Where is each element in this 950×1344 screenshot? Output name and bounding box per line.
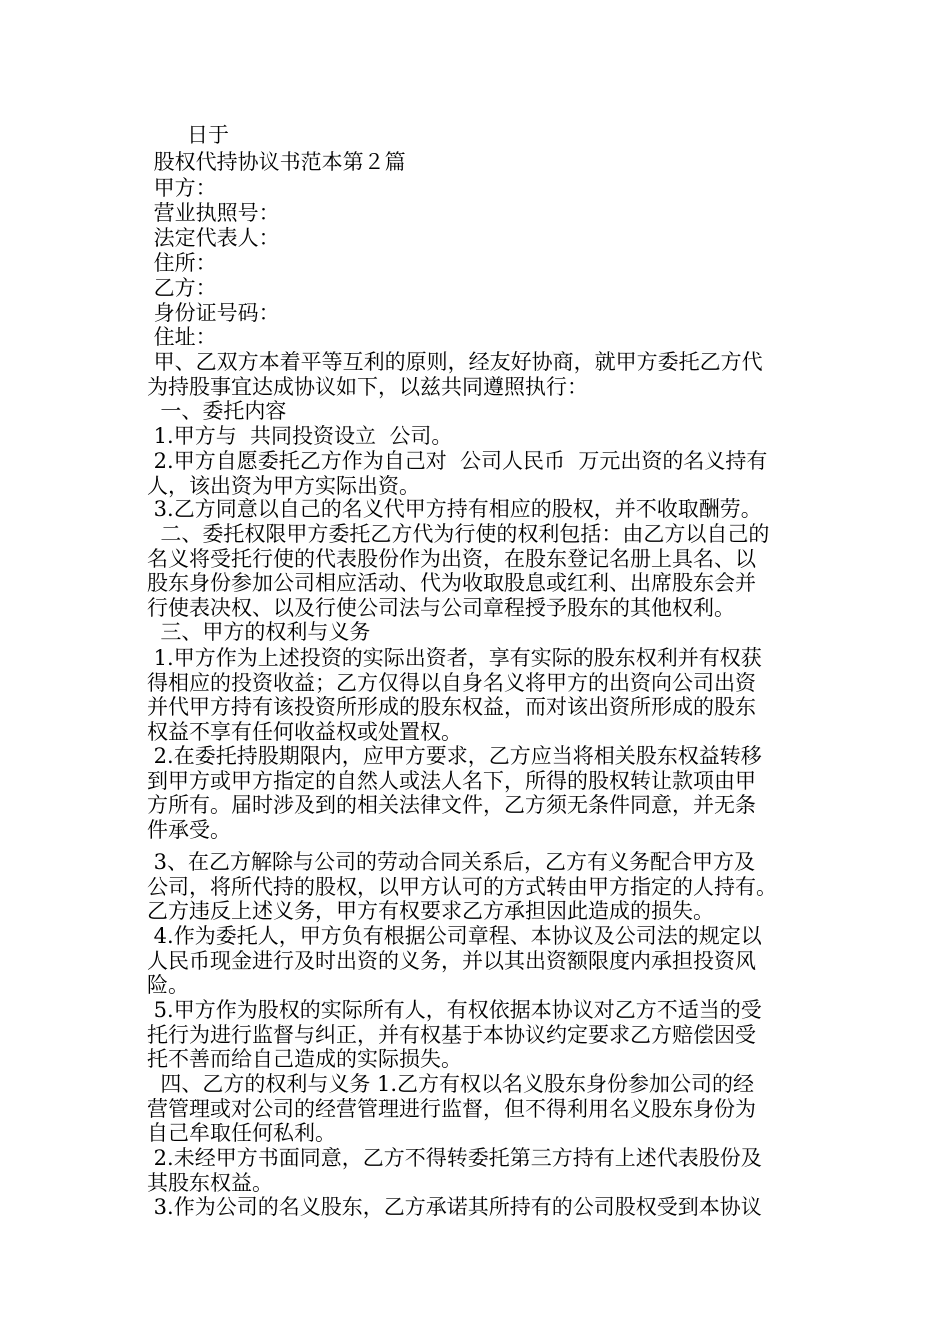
section-paragraph: 二、委托权限甲方委托乙方代为行使的权利包括：由乙方以自己的 名义将受托行使的代表股份作为出资，在股东登记名册上具名、以 股东身份参加公司相应活动、代为收取股息或红利、出席股东会并 行使表决权、以及行使公司法与公司章程授予股东的其他权利。 [147, 522, 770, 620]
clause-paragraph: 4.作为委托人，甲方负有根据公司章程、本协议及公司法的规定以 人民币现金进行及时出资的义务，并以其出资额限度内承担投资风 险。 [147, 924, 762, 997]
legal-representative-label: 法定代表人： [147, 226, 280, 250]
party-a-label: 甲方： [147, 176, 217, 200]
business-license-label: 营业执照号： [147, 201, 280, 225]
address-label: 住址： [147, 325, 217, 349]
id-number-label: 身份证号码： [147, 301, 280, 325]
clause-paragraph: 5.甲方作为股权的实际所有人，有权依据本协议对乙方不适当的受 托行为进行监督与纠正，并有权基于本协议约定要求乙方赔偿因受 托不善而给自己造成的实际损失。 [147, 998, 762, 1071]
clause-paragraph: 3.作为公司的名义股东，乙方承诺其所持有的公司股权受到本协议 [147, 1195, 762, 1219]
intro-paragraph: 甲、乙双方本着平等互利的原则，经友好协商，就甲方委托乙方代 为持股事宜达成协议如下，以兹共同遵照执行： [147, 350, 763, 399]
party-b-label: 乙方： [147, 276, 217, 300]
clause-paragraph: 2.未经甲方书面同意，乙方不得转委托第三方持有上述代表股份及 其股东权益。 [147, 1146, 762, 1195]
date-line: 日于 [147, 123, 230, 147]
section-heading: 一、委托内容 [147, 399, 287, 423]
section-heading: 三、甲方的权利与义务 [147, 620, 371, 644]
clause-paragraph: 3.乙方同意以自己的名义代甲方持有相应的股权，并不收取酬劳。 [147, 497, 762, 521]
section-paragraph: 四、乙方的权利与义务 1.乙方有权以名义股东身份参加公司的经 营管理或对公司的经营管理进行监督，但不得利用名义股东身份为 自己牟取任何私利。 [147, 1072, 756, 1145]
clause-paragraph: 1.甲方作为上述投资的实际出资者，享有实际的股东权利并有权获 得相应的投资收益；乙方仅得以自身名义将甲方的出资向公司出资 并代甲方持有该投资所形成的股东权益，而对该出资所形成的股东 权益不享有任何收益权或处置权。 [147, 646, 762, 744]
document-title: 股权代持协议书范本第２篇 [147, 150, 406, 174]
clause-paragraph: 2.甲方自愿委托乙方作为自己对 公司人民币 万元出资的名义持有 人，该出资为甲方实际出资。 [147, 449, 768, 498]
residence-label: 住所： [147, 251, 217, 275]
clause-paragraph: 3、在乙方解除与公司的劳动合同关系后，乙方有义务配合甲方及 公司，将所代持的股权，以甲方认可的方式转由甲方指定的人持有。 乙方违反上述义务，甲方有权要求乙方承担因此造成的损失。 [147, 850, 777, 923]
clause-paragraph: 2.在委托持股期限内，应甲方要求，乙方应当将相关股东权益转移 到甲方或甲方指定的自然人或法人名下，所得的股权转让款项由甲 方所有。届时涉及到的相关法律文件，乙方须无条件同意，并无条 件承受。 [147, 744, 762, 842]
clause-paragraph: 1.甲方与 共同投资设立 公司。 [147, 424, 453, 448]
